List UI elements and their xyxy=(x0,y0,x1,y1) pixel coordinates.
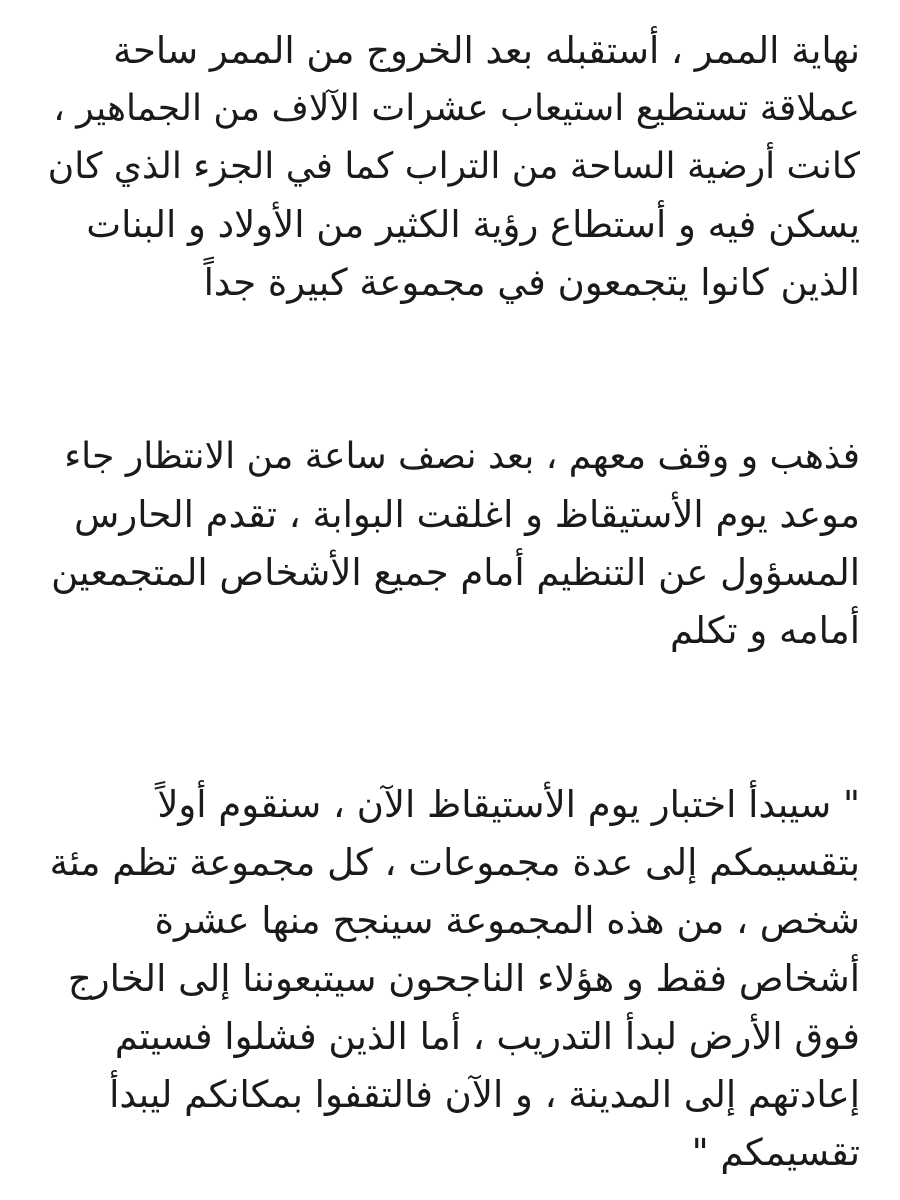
text-line: شخص ، من هذه المجموعة سينجح منها عشرة xyxy=(154,899,860,942)
text-line: أشخاص فقط و هؤلاء الناجحون سيتبعوننا إلى الخارج xyxy=(67,957,860,1000)
paragraph-1 xyxy=(48,22,860,312)
text-line: كانت أرضية الساحة من التراب كما في الجزء الذي كان xyxy=(47,146,860,187)
text-line: فوق الأرض لبدأ التدريب ، أما الذين فشلوا فسيتم xyxy=(114,1015,860,1058)
text-line: فذهب و وقف معهم ، بعد نصف ساعة من الانتظار جاء xyxy=(64,436,860,477)
paragraph-3 xyxy=(48,776,860,1182)
text-line: عملاقة تستطيع استيعاب عشرات الآلاف من الجماهير ، xyxy=(53,88,860,129)
text-line: أمامه و تكلم xyxy=(669,609,860,652)
text-line: نهاية الممر ، أستقبله بعد الخروج من الممر ساحة xyxy=(113,29,860,72)
text-line: موعد يوم الأستيقاظ و اغلقت البوابة ، تقدم الحارس xyxy=(74,493,860,536)
paragraph-2 xyxy=(48,428,860,660)
text-line: إعادتهم إلى المدينة ، و الآن فالتقفوا بمكانكم ليبدأ xyxy=(109,1073,860,1116)
text-line: الذين كانوا يتجمعون في مجموعة كبيرة جداً xyxy=(203,261,860,304)
text-line: المسؤول عن التنظيم أمام جميع الأشخاص المتجمعين xyxy=(51,551,860,594)
text-line: تقسيمكم " xyxy=(691,1131,860,1174)
text-line: يسكن فيه و أستطاع رؤية الكثير من الأولاد و البنات xyxy=(86,203,860,246)
text-line: بتقسيمكم إلى عدة مجموعات ، كل مجموعة تظم مئة xyxy=(49,841,860,884)
text-line: " سيبدأ اختبار يوم الأستيقاظ الآن ، سنقوم أولاً xyxy=(157,783,860,826)
